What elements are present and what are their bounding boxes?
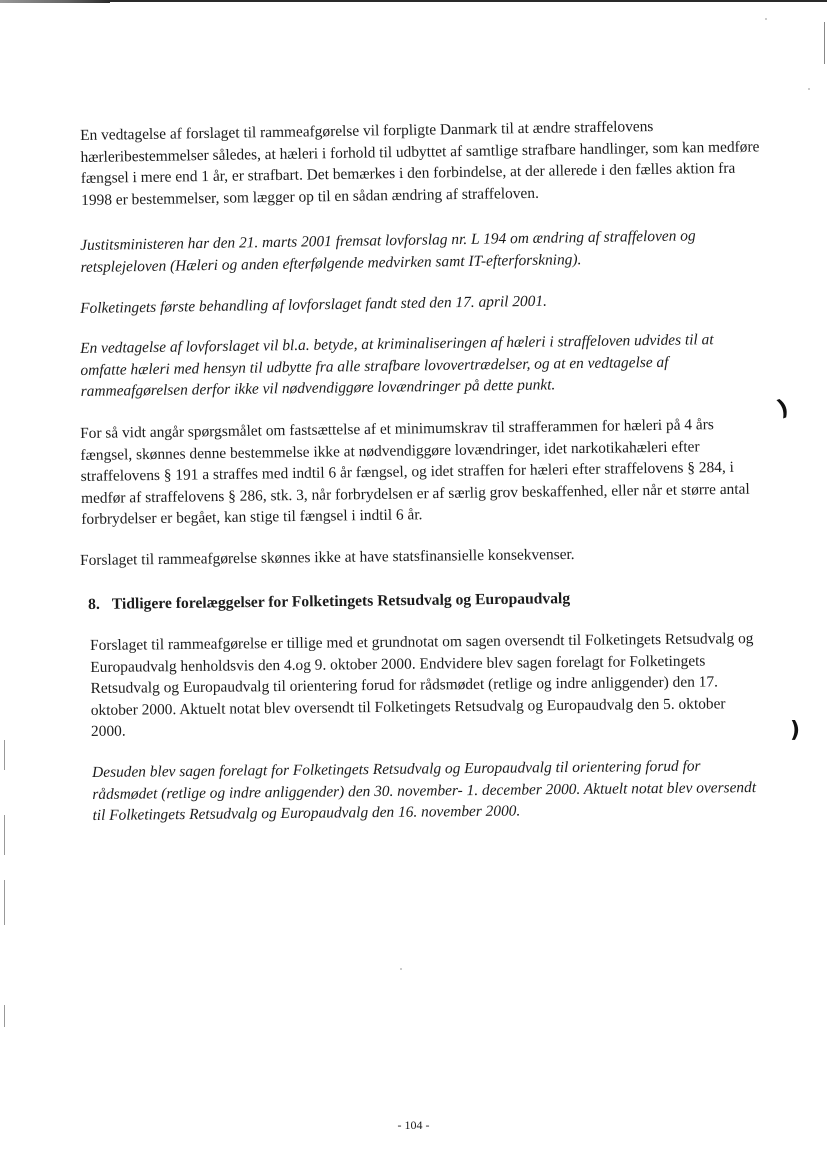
margin-bracket-mark: ) — [774, 395, 793, 422]
right-edge-scan-mark — [824, 22, 825, 64]
left-edge-scan-mark — [4, 1005, 5, 1027]
paragraph-further-submission: Desuden blev sagen forelagt for Folketingets Retsudvalg og Europaudvalg til orientering forud for rådsmødet (retlige og indre anliggender) den 30. november- 1. december 2000. Aktuelt notat blev oversendt til Folketingets Retsudvalg og Europaudvalg den 16. november 2000. — [92, 757, 757, 825]
top-scan-rule-fade — [0, 0, 110, 3]
paragraph-hearing-obligation: En vedtagelse af forslaget til rammeafgørelse vil forpligte Danmark til at ændre straffelovens hærleribestemmelser således, at hæleri i forhold til udbyttet af samtlige strafbare handlinger, som kan medføre fængsel i mere end 1 år, er strafbart. Det bemærkes i den forbindelse, at der allerede i den fælles aktion fra 1998 er bestemmelser, som lægger op til en sådan ændring af straffeloven. — [80, 117, 760, 209]
paragraph-previous-submissions: Forslaget til rammeafgørelse er tillige med et grundnotat om sagen oversendt til Folketingets Retsudvalg og Europaudvalg henholdsvis den 4.og 9. oktober 2000. Endvidere blev sagen forelagt for Folketingets Retsudvalg og Europaudvalg til orientering forud for rådsmødet (retlige og indre anliggender) den 17. oktober 2000. Aktuelt notat blev oversendt til Folketingets Retsudvalg og Europaudvalg den 5. oktober 2000. — [90, 630, 754, 741]
left-edge-scan-mark — [4, 740, 5, 770]
section-heading — [88, 585, 760, 615]
margin-bracket-mark: ) — [790, 718, 801, 743]
paragraph-minimum-penalty: For så vidt angår spørgsmålet om fastsættelse af et minimumskrav til strafferammen for hæleri på 4 års fængsel, skønnes denne bestemmelse ikke at nødvendiggøre lovændringer, idet narkotikahæleri efter straffelovens § 191 a straffes med indtil 6 år fængsel, og idet straffen for hæleri efter straffelovens § 284, i medfør af straffelovens § 286, stk. 3, når forbrydelsen er af særlig grov beskaffenhed, eller når et større antal forbrydelser er begået, kan stige til fængsel i indtil 6 år. — [80, 416, 750, 529]
paragraph-financial-consequences: Forslaget til rammeafgørelse skønnes ikke at have statsfinansielle konsekvenser. — [80, 545, 575, 569]
paragraph-bill-effect: En vedtagelse af lovforslaget vil bl.a. betyde, at kriminaliseringen af hæleri i straffeloven udvides til at omfatte hæleri med hensyn til udbytte fra alle strafbare lovovertrædelser, og at en vedtagelse af rammeafgørelsen derfor ikke vil nødvendiggøre lovændringer på dette punkt. — [80, 331, 714, 401]
top-scan-rule — [0, 0, 827, 2]
left-edge-scan-mark — [4, 880, 5, 925]
left-edge-scan-mark — [4, 815, 5, 855]
section-title: Tidligere forelæggelser for Folketingets Retsudvalg og Europaudvalg — [111, 589, 571, 613]
section-number: 8. — [88, 595, 100, 613]
paragraph-bill-introduced: Justitsministeren har den 21. marts 2001 fremsat lovforslag nr. L 194 om ændring af straffeloven og retsplejeloven (Hæleri og anden efterfølgende medvirken samt IT-efterforskning). — [80, 227, 696, 276]
scan-speck — [808, 88, 810, 90]
paragraph-first-reading: Folketingets første behandling af lovforslaget fandt sted den 17. april 2001. — [80, 292, 548, 317]
scan-speck — [400, 968, 402, 970]
scan-speck — [765, 18, 767, 20]
page-number-footer: - 104 - — [397, 1118, 430, 1132]
document-body — [80, 117, 760, 846]
